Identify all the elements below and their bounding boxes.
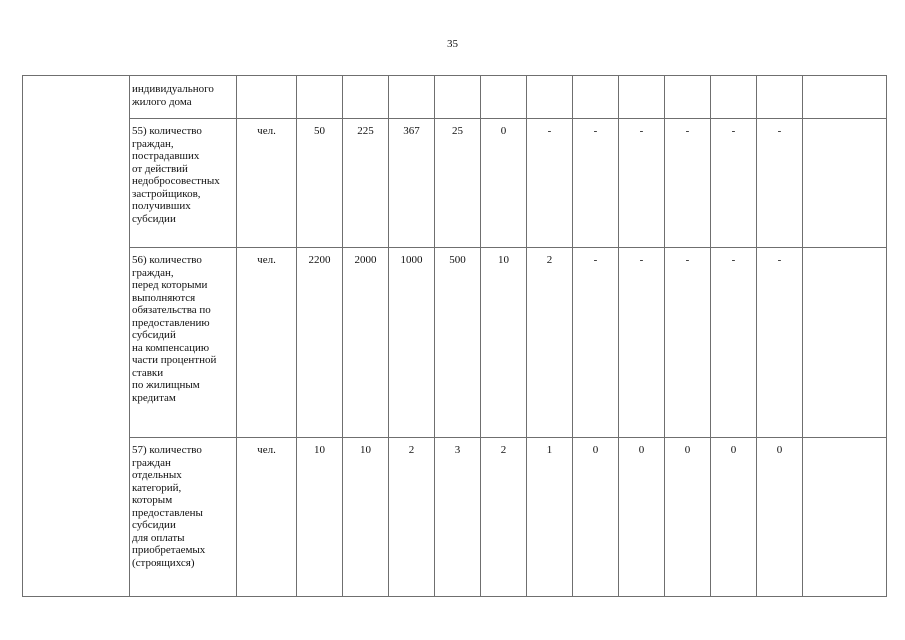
- value-cell: -: [573, 248, 619, 438]
- section-cell: [23, 76, 130, 597]
- unit-cell: чел.: [237, 248, 297, 438]
- value-cell: [343, 76, 389, 119]
- value-cell: 50: [297, 119, 343, 248]
- indicator-name-cell: индивидуального жилого дома: [130, 76, 237, 119]
- value-cell: 225: [343, 119, 389, 248]
- value-cell: -: [665, 119, 711, 248]
- value-cell: -: [619, 248, 665, 438]
- value-cell: [711, 76, 757, 119]
- value-cell: 10: [343, 438, 389, 597]
- value-cell: -: [711, 248, 757, 438]
- trailing-cell: [803, 248, 887, 438]
- value-cell: 0: [757, 438, 803, 597]
- value-cell: -: [665, 248, 711, 438]
- unit-cell: [237, 76, 297, 119]
- page-number: 35: [447, 38, 458, 50]
- value-cell: -: [757, 248, 803, 438]
- value-cell: [665, 76, 711, 119]
- value-cell: -: [527, 119, 573, 248]
- value-cell: 0: [481, 119, 527, 248]
- value-cell: 367: [389, 119, 435, 248]
- value-cell: 500: [435, 248, 481, 438]
- trailing-cell: [803, 76, 887, 119]
- table-row: [23, 76, 887, 119]
- value-cell: [757, 76, 803, 119]
- value-cell: 1000: [389, 248, 435, 438]
- value-cell: 2: [481, 438, 527, 597]
- indicators-table: [22, 75, 887, 597]
- table-row: [23, 438, 887, 597]
- value-cell: 0: [619, 438, 665, 597]
- unit-cell: чел.: [237, 438, 297, 597]
- value-cell: -: [757, 119, 803, 248]
- trailing-cell: [803, 438, 887, 597]
- trailing-cell: [803, 119, 887, 248]
- value-cell: 10: [481, 248, 527, 438]
- value-cell: 0: [665, 438, 711, 597]
- value-cell: 2: [389, 438, 435, 597]
- value-cell: -: [619, 119, 665, 248]
- value-cell: 2: [527, 248, 573, 438]
- value-cell: 10: [297, 438, 343, 597]
- indicator-name-cell: 57) количество граждан отдельных категорий, которым предоставлены субсидии для оплаты приобретаемых (строящихся): [130, 438, 237, 597]
- indicator-name-cell: 56) количество граждан, перед которыми выполняются обязательства по предоставлению субсидий на компенсацию части процентной ставки по жилищным кредитам: [130, 248, 237, 438]
- indicator-name-cell: 55) количество граждан, пострадавших от действий недобросовестных застройщиков, получивших субсидии: [130, 119, 237, 248]
- value-cell: [389, 76, 435, 119]
- value-cell: 2000: [343, 248, 389, 438]
- value-cell: 1: [527, 438, 573, 597]
- value-cell: [481, 76, 527, 119]
- value-cell: [297, 76, 343, 119]
- value-cell: 25: [435, 119, 481, 248]
- unit-cell: чел.: [237, 119, 297, 248]
- value-cell: 2200: [297, 248, 343, 438]
- value-cell: 3: [435, 438, 481, 597]
- value-cell: [435, 76, 481, 119]
- value-cell: 0: [711, 438, 757, 597]
- value-cell: -: [711, 119, 757, 248]
- table-row: [23, 248, 887, 438]
- value-cell: [527, 76, 573, 119]
- table-row: [23, 119, 887, 248]
- value-cell: -: [573, 119, 619, 248]
- value-cell: 0: [573, 438, 619, 597]
- value-cell: [619, 76, 665, 119]
- value-cell: [573, 76, 619, 119]
